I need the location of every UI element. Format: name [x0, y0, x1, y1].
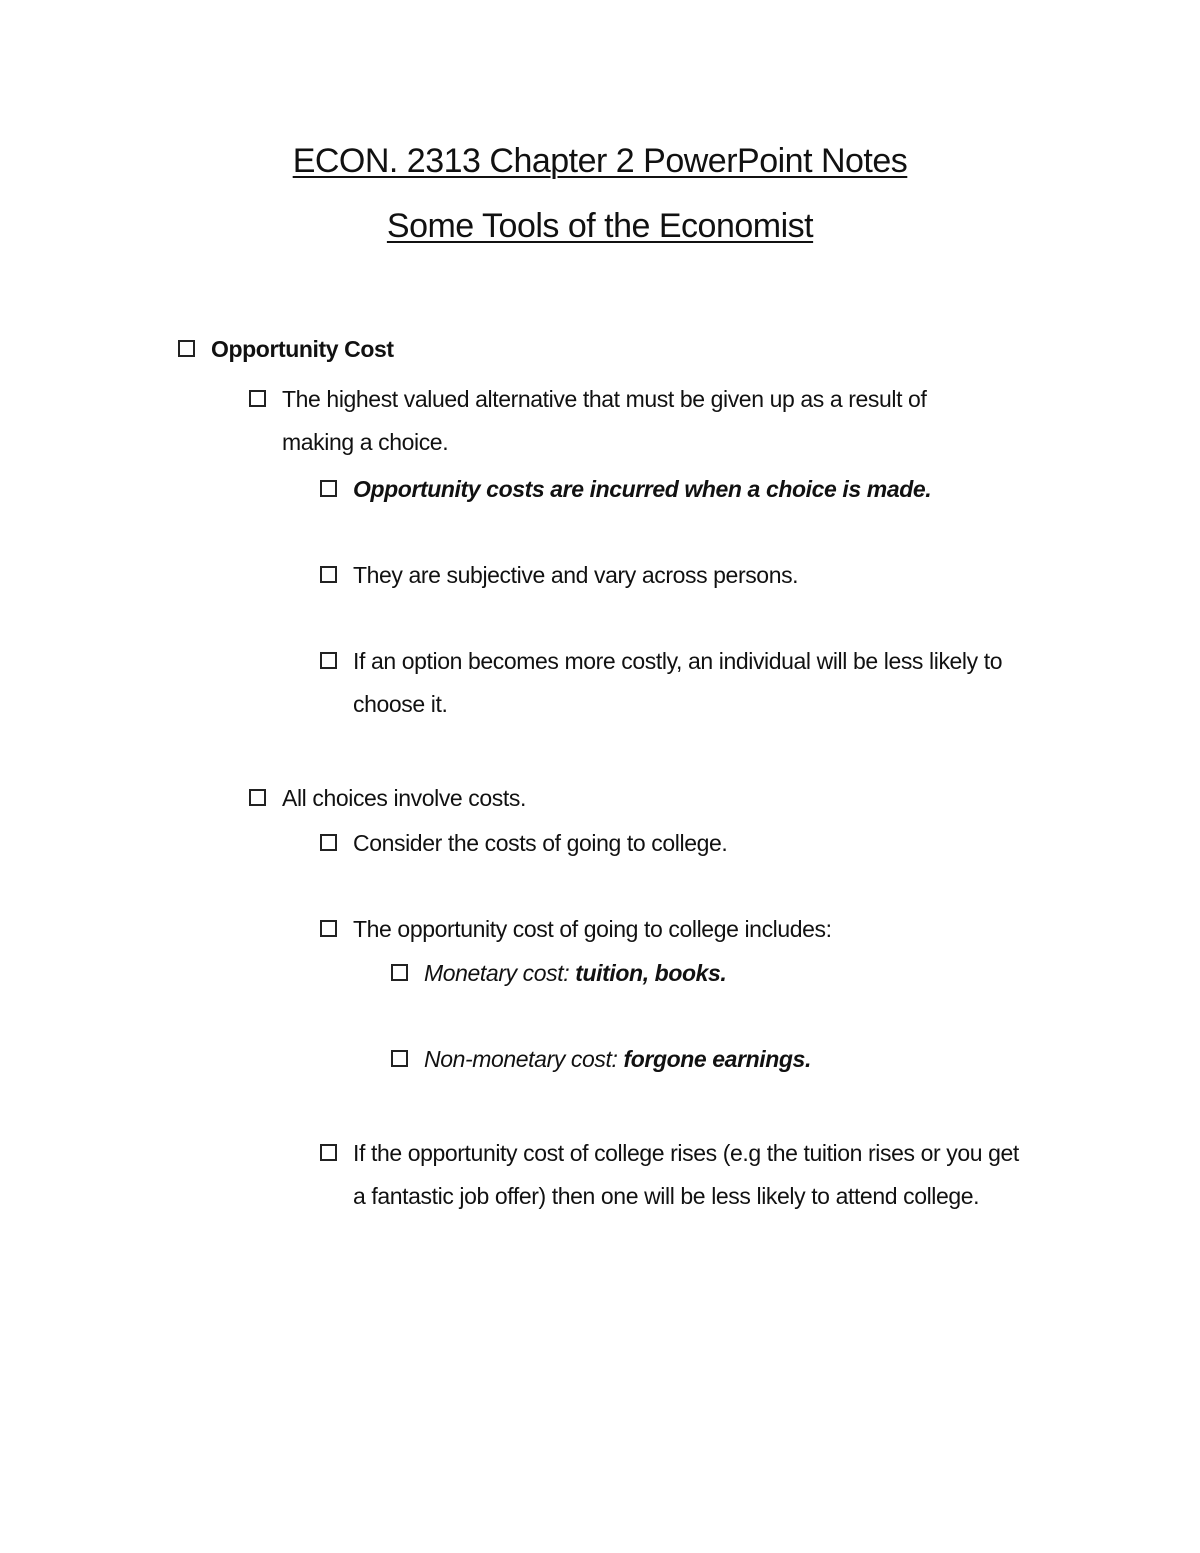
checkbox-icon	[320, 566, 337, 583]
item-label: All choices involve costs.	[282, 785, 526, 811]
item-label: The highest valued alternative that must be given up as a result of	[282, 386, 927, 412]
item-label: Monetary cost:	[424, 960, 570, 986]
outline-item-incurred	[353, 468, 931, 511]
outline-item-rises	[353, 1132, 1019, 1218]
outline-item-more-costly	[353, 640, 1002, 726]
item-label-continued: making a choice.	[282, 429, 449, 455]
outline-item-opportunity-cost	[211, 328, 394, 371]
outline-item-includes	[353, 908, 832, 951]
item-label: Opportunity Cost	[211, 336, 394, 362]
item-label: Opportunity costs are incurred when a choice is made.	[353, 476, 932, 502]
document-subtitle: Some Tools of the Economist	[386, 207, 814, 245]
item-label: They are subjective and vary across persons.	[353, 562, 799, 588]
checkbox-icon	[178, 340, 195, 357]
outline-item-subjective	[353, 554, 798, 597]
checkbox-icon	[249, 390, 266, 407]
item-label: Consider the costs of going to college.	[353, 830, 728, 856]
outline-item-monetary	[424, 952, 726, 995]
item-label: If the opportunity cost of college rises (e.g the tuition rises or you get	[353, 1140, 1019, 1166]
outline-item-consider	[353, 822, 727, 865]
checkbox-icon	[320, 920, 337, 937]
checkbox-icon	[391, 964, 408, 981]
checkbox-icon	[320, 480, 337, 497]
checkbox-icon	[320, 834, 337, 851]
item-label-continued: a fantastic job offer) then one will be less likely to attend college.	[353, 1183, 980, 1209]
checkbox-icon	[249, 789, 266, 806]
outline-item-definition	[282, 378, 926, 464]
checkbox-icon	[320, 652, 337, 669]
checkbox-icon	[391, 1050, 408, 1067]
item-label: Non-monetary cost:	[424, 1046, 618, 1072]
item-value: tuition, books.	[575, 960, 727, 986]
outline-item-nonmonetary	[424, 1038, 811, 1081]
item-label: The opportunity cost of going to college includes:	[353, 916, 832, 942]
document-title: ECON. 2313 Chapter 2 PowerPoint Notes	[292, 142, 908, 180]
item-label-continued: choose it.	[353, 691, 448, 717]
item-label: If an option becomes more costly, an individual will be less likely to	[353, 648, 1003, 674]
checkbox-icon	[320, 1144, 337, 1161]
outline-item-all-choices	[282, 777, 526, 820]
item-value: forgone earnings.	[623, 1046, 811, 1072]
